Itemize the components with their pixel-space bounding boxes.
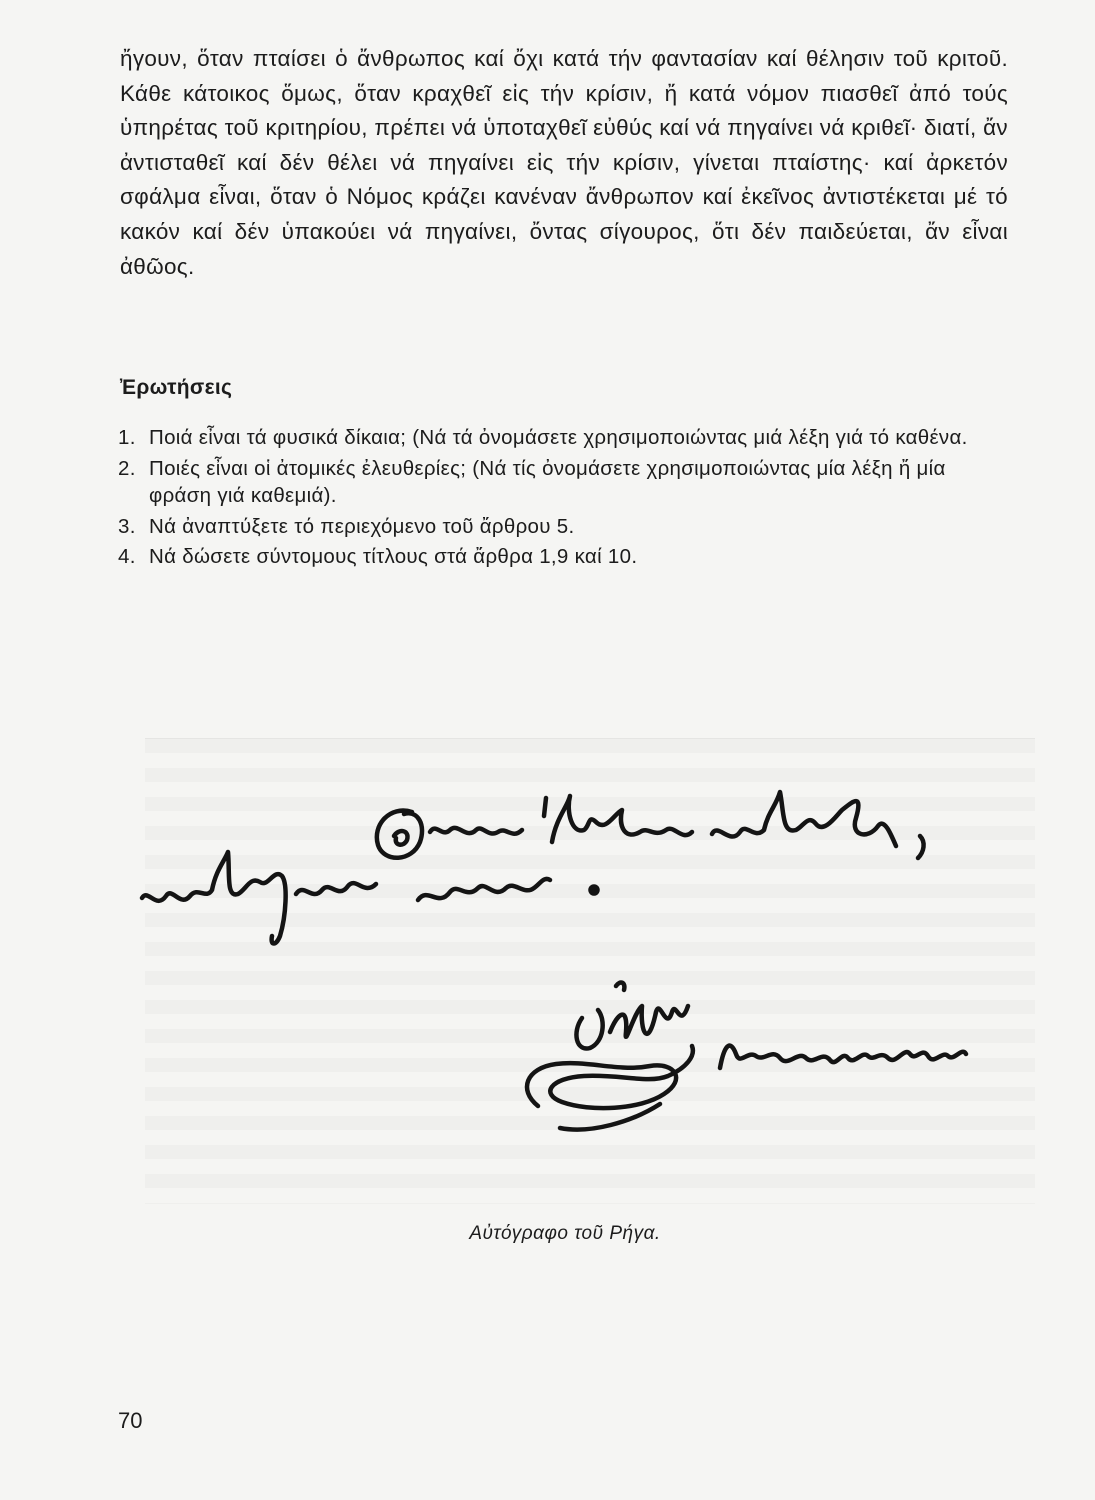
question-number: 1. <box>118 426 136 449</box>
question-item <box>118 513 1008 541</box>
question-item <box>118 424 1008 452</box>
questions-heading: Ἐρωτήσεις <box>120 376 233 399</box>
body-paragraph: ἤγουν, ὅταν πταίσει ὁ ἄνθρωπος καί ὄχι κατά τήν φαντασίαν καί θέλησιν τοῦ κριτοῦ. Κάθε κάτοικος ὅμως, ὅταν κραχθεῖ εἰς τήν κρίσιν, ἤ κατά νόμον πιασθεῖ ἀπό τούς ὑπηρέτας τοῦ κριτηρίου, πρέπει νά ὑποταχθεῖ εὐθύς καί νά πηγαίνει νά κριθεῖ· διατί, ἄν ἀντισταθεῖ καί δέν θέλει νά πηγαίνει εἰς τήν κρίσιν, γίνεται πταίστης· καί ἀρκετόν σφάλμα εἶναι, ὅταν ὁ Νόμος κράζει κανέναν ἄνθρωπον καί ἐκεῖνος ἀντιστέκεται μέ τό κακόν καί δέν ὑπακούει νά πηγαίνει, ὄντας σίγουρος, ὅτι δέν παιδεύεται, ἄν εἶναι ἀθῶος. <box>120 46 1008 279</box>
question-item <box>118 455 1008 510</box>
handwritten-autograph <box>120 750 1000 1170</box>
question-number: 4. <box>118 545 136 568</box>
figure-caption: Αὐτόγραφο τοῦ Ρήγα. <box>469 1223 661 1244</box>
question-text: Νά δώσετε σύντομους τίτλους στά ἄρθρα 1,9 καί 10. <box>149 545 638 568</box>
question-number: 2. <box>118 456 136 480</box>
question-item <box>118 543 1008 571</box>
question-text: Ποιά εἶναι τά φυσικά δίκαια; (Νά τά ὀνομάσετε χρησιμοποιώντας μιά λέξη γιά τό καθένα. <box>149 426 968 449</box>
question-text: Νά ἀναπτύξετε τό περιεχόμενο τοῦ ἄρθρου 5. <box>149 514 575 538</box>
question-text: Ποιές εἶναι οἱ ἀτομικές ἐλευθερίες; (Νά τίς ὀνομάσετε χρησιμοποιώντας μία λέξη ἤ μία φράση γιά καθεμιά). <box>149 456 946 507</box>
questions-list <box>118 424 1008 574</box>
page-number: 70 <box>118 1408 143 1433</box>
question-number: 3. <box>118 514 136 538</box>
